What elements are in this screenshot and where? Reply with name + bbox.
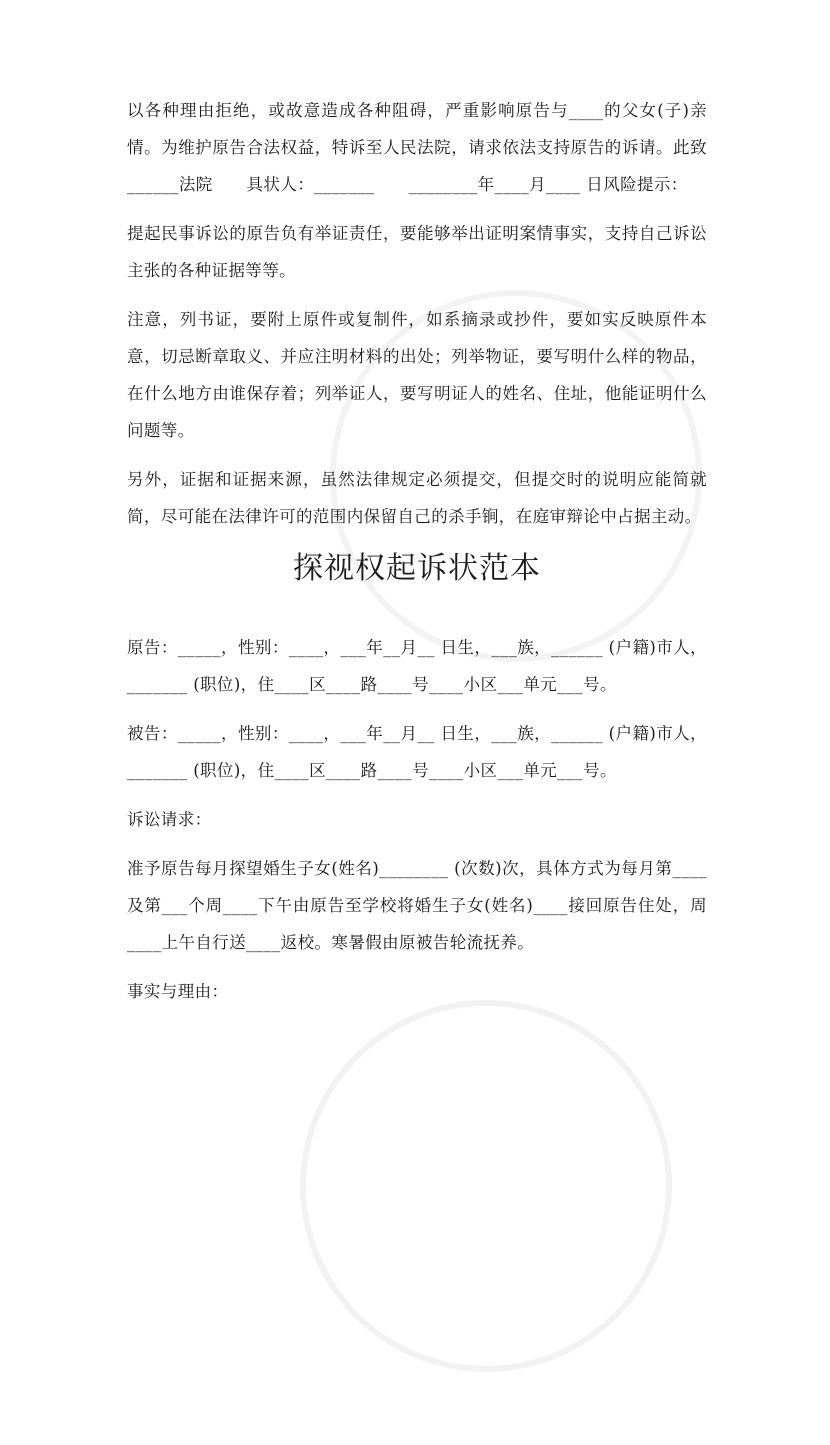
paragraph-plaintiff: 原告：_____，性别：____，___年__月__ 日生，___族，______ (户籍)市人，_______ (职位)，住____区____路____号____小区___单元___号。 (127, 638, 707, 694)
paragraph-defendant: 被告：_____，性别：____，___年__月__ 日生，___族，______ (户籍)市人，_______ (职位)，住____区____路____号____小区___单元___号。 (127, 724, 707, 780)
paragraph-burden-of-proof: 提起民事诉讼的原告负有举证责任，要能够举出证明案情事实，支持自己诉讼主张的各种证据等等。 (127, 224, 707, 280)
paragraph-intro: 以各种理由拒绝，或故意造成各种阻碍，严重影响原告与____的父女(子)亲情。为维护原告合法权益，特诉至人民法院，请求依法支持原告的诉请。此致______法院 具状人：_______ ________年____月____ 日风险提示： (127, 101, 707, 194)
document-body (127, 92, 707, 1010)
claims-heading: 诉讼请求： (127, 810, 212, 829)
paragraph-evidence-source: 另外，证据和证据来源，虽然法律规定必须提交，但提交时的说明应能简就简，尽可能在法律许可的范围内保留自己的杀手锏，在庭审辩论中占据主动。 (127, 470, 707, 526)
document-title: 探视权起诉状范本 (293, 551, 541, 586)
paragraph-claims: 准予原告每月探望婚生子女(姓名)________ (次数)次，具体方式为每月第____及第___个周____下午由原告至学校将婚生子女(姓名)____接回原告住处，周____上午自行送____返校。寒暑假由原被告轮流抚养。 (127, 859, 707, 952)
facts-heading: 事实与理由： (127, 982, 229, 1001)
paragraph-evidence-notes: 注意，列书证，要附上原件或复制件，如系摘录或抄件，要如实反映原件本意，切忌断章取义、并应注明材料的出处；列举物证，要写明什么样的物品，在什么地方由谁保存着；列举证人，要写明证人的姓名、住址，他能证明什么问题等。 (127, 310, 707, 440)
